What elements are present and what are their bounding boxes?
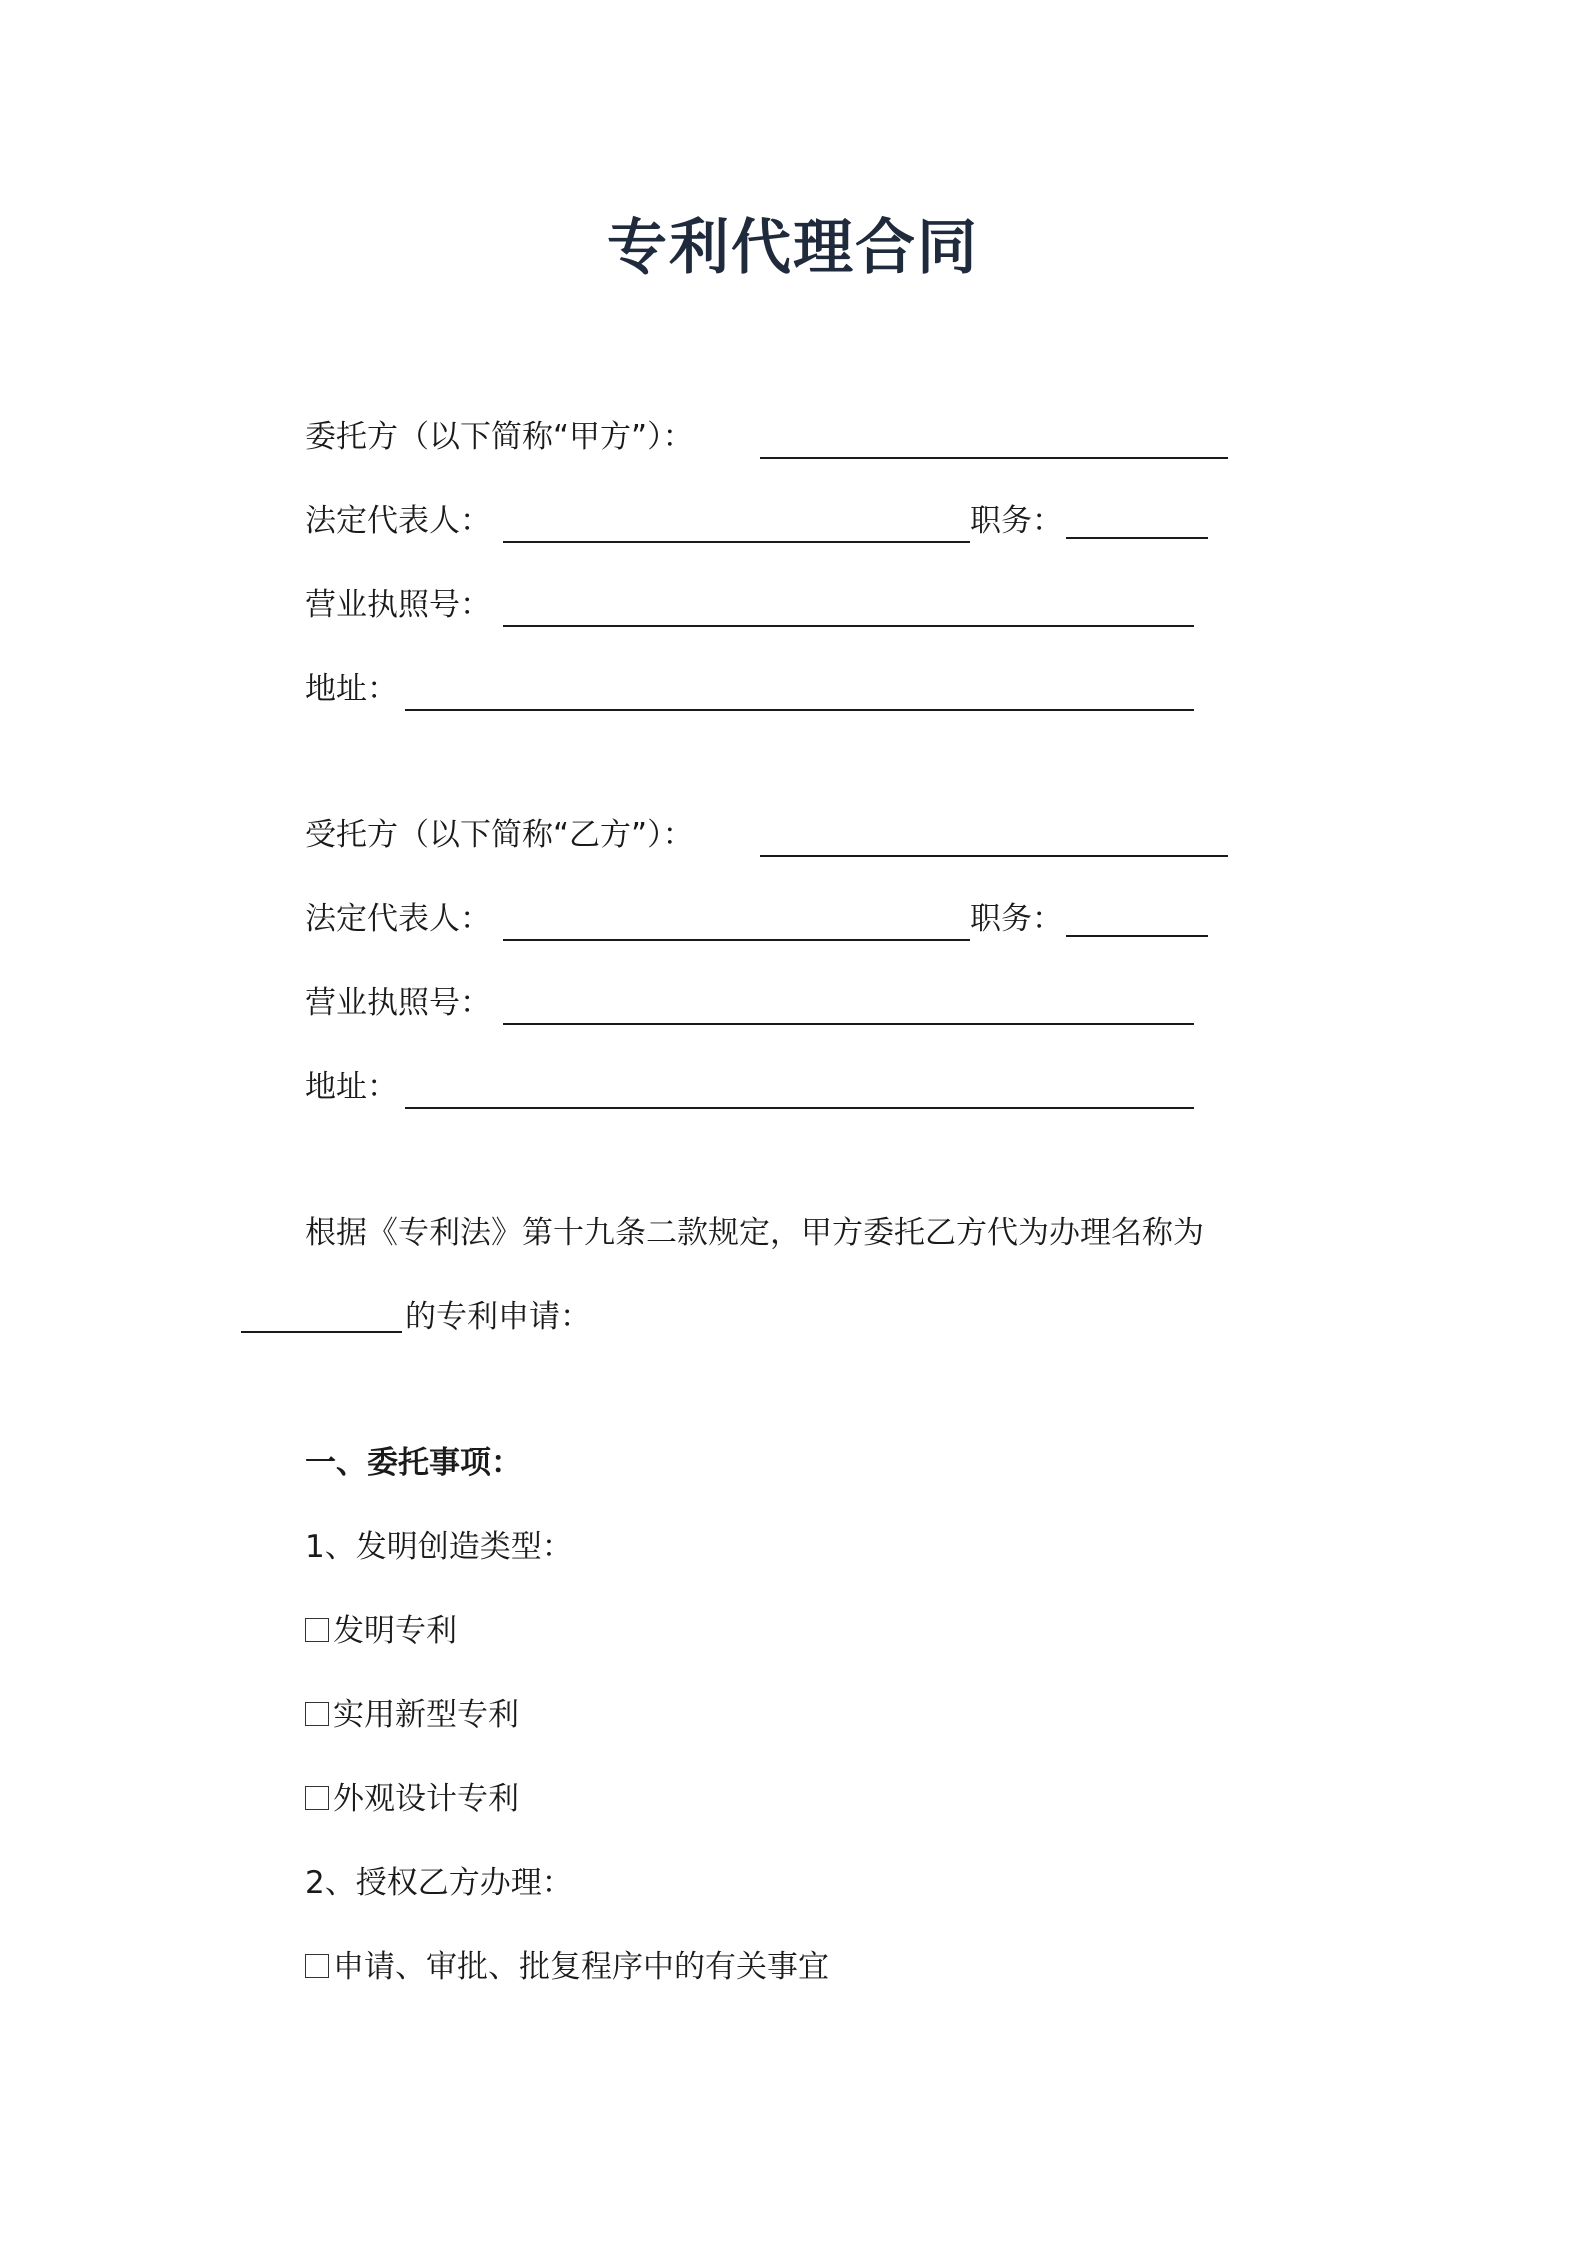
option-design-patent[interactable] <box>305 1774 519 1824</box>
party-a-legal-rep-label: 法定代表人： <box>305 503 491 539</box>
section-1-heading: 一、委托事项： <box>305 1445 522 1481</box>
party-a-name-field[interactable] <box>760 457 1228 459</box>
checkbox-design-patent[interactable] <box>305 1786 329 1810</box>
party-a-address-field[interactable] <box>405 709 1194 711</box>
authorization-application-matters[interactable] <box>305 1942 829 1992</box>
party-b-license-field[interactable] <box>503 1023 1194 1025</box>
party-a-license-label: 营业执照号： <box>305 587 491 623</box>
party-b-legal-rep-field[interactable] <box>503 939 970 941</box>
party-b-position-field[interactable] <box>1066 935 1208 937</box>
checkbox-invention-patent[interactable] <box>305 1618 329 1642</box>
patent-name-field[interactable] <box>241 1331 402 1333</box>
party-b-address-label: 地址： <box>305 1069 398 1105</box>
party-a-position-label: 职务： <box>970 503 1063 539</box>
checkbox-utility-model-patent[interactable] <box>305 1702 329 1726</box>
authorization-application-matters-label: 申请、审批、批复程序中的有关事宜 <box>333 1949 829 1985</box>
party-b-license-label: 营业执照号： <box>305 985 491 1021</box>
basis-line-2: 的专利申请： <box>405 1299 591 1335</box>
document-title: 专利代理合同 <box>607 213 979 283</box>
option-design-patent-label: 外观设计专利 <box>333 1781 519 1817</box>
party-a-position-field[interactable] <box>1066 537 1208 539</box>
party-a-license-field[interactable] <box>503 625 1194 627</box>
party-b-heading: 受托方（以下简称“乙方”）： <box>305 817 694 853</box>
item-1-label: 1、发明创造类型： <box>305 1529 573 1565</box>
item-2-label: 2、授权乙方办理： <box>305 1865 573 1901</box>
party-b-name-field[interactable] <box>760 855 1228 857</box>
party-a-address-label: 地址： <box>305 671 398 707</box>
option-invention-patent[interactable] <box>305 1606 457 1656</box>
party-b-legal-rep-label: 法定代表人： <box>305 901 491 937</box>
basis-line-1: 根据《专利法》第十九条二款规定，甲方委托乙方代为办理名称为 <box>305 1215 1204 1251</box>
option-utility-model-patent[interactable] <box>305 1690 519 1740</box>
option-invention-patent-label: 发明专利 <box>333 1613 457 1649</box>
checkbox-application-matters[interactable] <box>305 1954 329 1978</box>
option-utility-model-patent-label: 实用新型专利 <box>333 1697 519 1733</box>
party-b-address-field[interactable] <box>405 1107 1194 1109</box>
party-a-legal-rep-field[interactable] <box>503 541 970 543</box>
party-b-position-label: 职务： <box>970 901 1063 937</box>
party-a-heading: 委托方（以下简称“甲方”）： <box>305 419 694 455</box>
